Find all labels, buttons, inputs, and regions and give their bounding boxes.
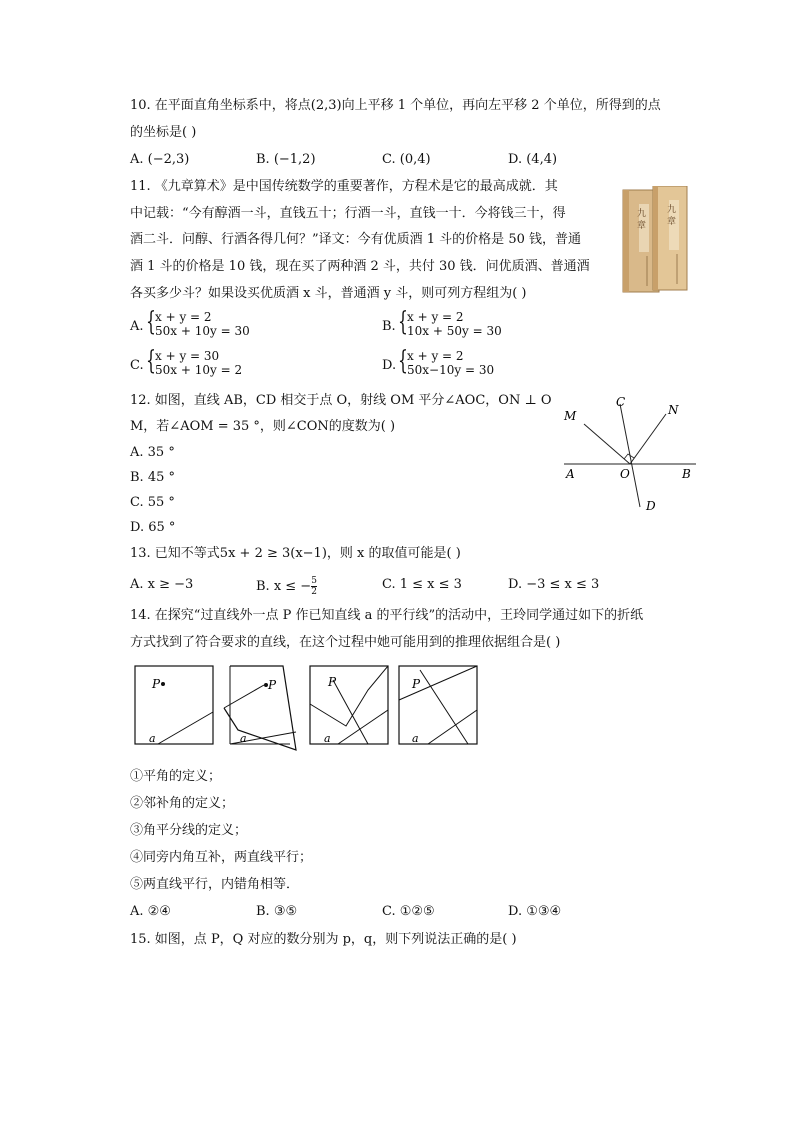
q12-label-b: B — [682, 467, 691, 481]
fig1-label-a: a — [149, 732, 156, 745]
q14-stem-line1: 14. 在探究“过直线外一点 P 作已知直线 a 的平行线”的活动中，王玲同学通过如下的折纸 — [130, 608, 644, 623]
q11-option-c-eq2: 50x + 10y = 2 — [155, 363, 243, 377]
q14-reason-2: ②邻补角的定义； — [130, 796, 235, 811]
fig4-label-p: P — [412, 677, 421, 691]
q11-option-b-brace: { — [398, 307, 408, 337]
q12-stem-line2: M，若∠AOM = 35 °，则∠CON的度数为( ) — [130, 419, 396, 434]
q11-stem-line5: 各买多少斗？如果设买优质酒 x 斗，普通酒 y 斗，则可列方程组为( ) — [130, 286, 527, 301]
q11-option-b-eq2: 10x + 50y = 30 — [407, 324, 502, 338]
fig2-label-p: P — [268, 678, 277, 692]
q11-option-c-eq1: x + y = 30 — [155, 349, 220, 363]
q14-reason-4: ④同旁内角互补，两直线平行； — [130, 850, 313, 865]
q14-figure — [128, 660, 488, 760]
q11-stem-line4: 酒 1 斗的价格是 10 钱，现在买了两种酒 2 斗，共付 30 钱．问优质酒、普通酒 — [130, 259, 590, 274]
q13-option-b — [256, 576, 317, 597]
q13-fraction-den: 2 — [311, 587, 317, 597]
q12-label-n: N — [668, 403, 679, 417]
q11-option-a-eq1: x + y = 2 — [155, 310, 212, 324]
q15-stem: 15. 如图，点 P，Q 对应的数分别为 p，q，则下列说法正确的是( ) — [130, 932, 517, 947]
q12-label-d: D — [646, 499, 656, 513]
svg-text:九: 九 — [667, 205, 677, 215]
q11-stem-line3: 酒二斗．问醇、行酒各得几何？”译文：今有优质酒 1 斗的价格是 50 钱，普通 — [130, 232, 581, 247]
fig4-label-a: a — [412, 732, 419, 745]
q11-option-a-eq2: 50x + 10y = 30 — [155, 324, 250, 338]
fig3-label-p: P — [328, 675, 337, 689]
q13-option-a: A. x ≥ −3 — [130, 577, 194, 592]
q13-option-c: C. 1 ≤ x ≤ 3 — [382, 577, 462, 592]
q11-option-c-label: C. — [130, 358, 144, 373]
q11-option-d-eq2: 50x−10y = 30 — [407, 363, 495, 377]
q14-reason-5: ⑤两直线平行，内错角相等． — [130, 877, 300, 892]
q10-option-c: C. (0,4) — [382, 152, 431, 167]
q11-option-a-brace: { — [146, 307, 156, 337]
svg-text:章: 章 — [667, 217, 677, 227]
svg-text:章: 章 — [637, 221, 647, 231]
q12-label-o: O — [620, 467, 630, 481]
q10-option-a: A. (−2,3) — [130, 152, 190, 167]
q14-reason-3: ③角平分线的定义； — [130, 823, 248, 838]
q14-reason-1: ①平角的定义； — [130, 769, 222, 784]
q10-stem-line1: 10. 在平面直角坐标系中，将点(2,3)向上平移 1 个单位，再向左平移 2 个单位，所得到的点 — [130, 98, 661, 113]
book-image — [617, 186, 689, 296]
q11-option-c-brace: { — [146, 346, 156, 376]
q14-option-d: D. ①③④ — [508, 904, 562, 919]
q12-label-c: C — [616, 395, 626, 409]
q12-stem-line1: 12. 如图，直线 AB，CD 相交于点 O，射线 OM 平分∠AOC，ON ⊥ O — [130, 393, 552, 408]
q14-option-c: C. ①②⑤ — [382, 904, 435, 919]
q10-stem-line2: 的坐标是( ) — [130, 125, 197, 140]
fig3-label-a: a — [324, 732, 331, 745]
q13-fraction-num: 5 — [311, 576, 317, 586]
q12-figure — [556, 392, 706, 518]
q14-stem-line2: 方式找到了符合要求的直线，在这个过程中她可能用到的推理依据组合是( ) — [130, 635, 561, 650]
q12-label-m: M — [564, 409, 577, 423]
q13-stem: 13. 已知不等式5x + 2 ≥ 3(x−1)，则 x 的取值可能是( ) — [130, 546, 461, 561]
q11-option-b-eq1: x + y = 2 — [407, 310, 464, 324]
fig2-label-a: a — [240, 732, 247, 745]
q11-stem-line1: 11. 《九章算术》是中国传统数学的重要著作，方程术是它的最高成就．其 — [130, 179, 558, 194]
q11-stem-line2: 中记载：“今有醇酒一斗，直钱五十；行酒一斗，直钱一十．今将钱三十，得 — [130, 206, 566, 221]
q14-option-a: A. ②④ — [130, 904, 171, 919]
q11-option-d-label: D. — [382, 358, 397, 373]
q11-option-d-eq1: x + y = 2 — [407, 349, 464, 363]
q12-option-d: D. 65 ° — [130, 520, 176, 535]
q13-option-d: D. −3 ≤ x ≤ 3 — [508, 577, 600, 592]
q11-option-b-label: B. — [382, 319, 396, 334]
q12-option-b: B. 45 ° — [130, 470, 175, 485]
q11-option-a-label: A. — [130, 319, 144, 334]
q13-option-b-prefix: B. x ≤ − — [256, 579, 312, 594]
q13-option-b-fraction — [311, 576, 317, 597]
q11-option-d-brace: { — [398, 346, 408, 376]
q12-option-a: A. 35 ° — [130, 445, 175, 460]
svg-text:九: 九 — [637, 209, 647, 219]
q10-option-b: B. (−1,2) — [256, 152, 316, 167]
fig1-label-p: P — [152, 677, 161, 691]
q14-option-b: B. ③⑤ — [256, 904, 298, 919]
q12-option-c: C. 55 ° — [130, 495, 175, 510]
q12-label-a: A — [566, 467, 575, 481]
q10-option-d: D. (4,4) — [508, 152, 558, 167]
